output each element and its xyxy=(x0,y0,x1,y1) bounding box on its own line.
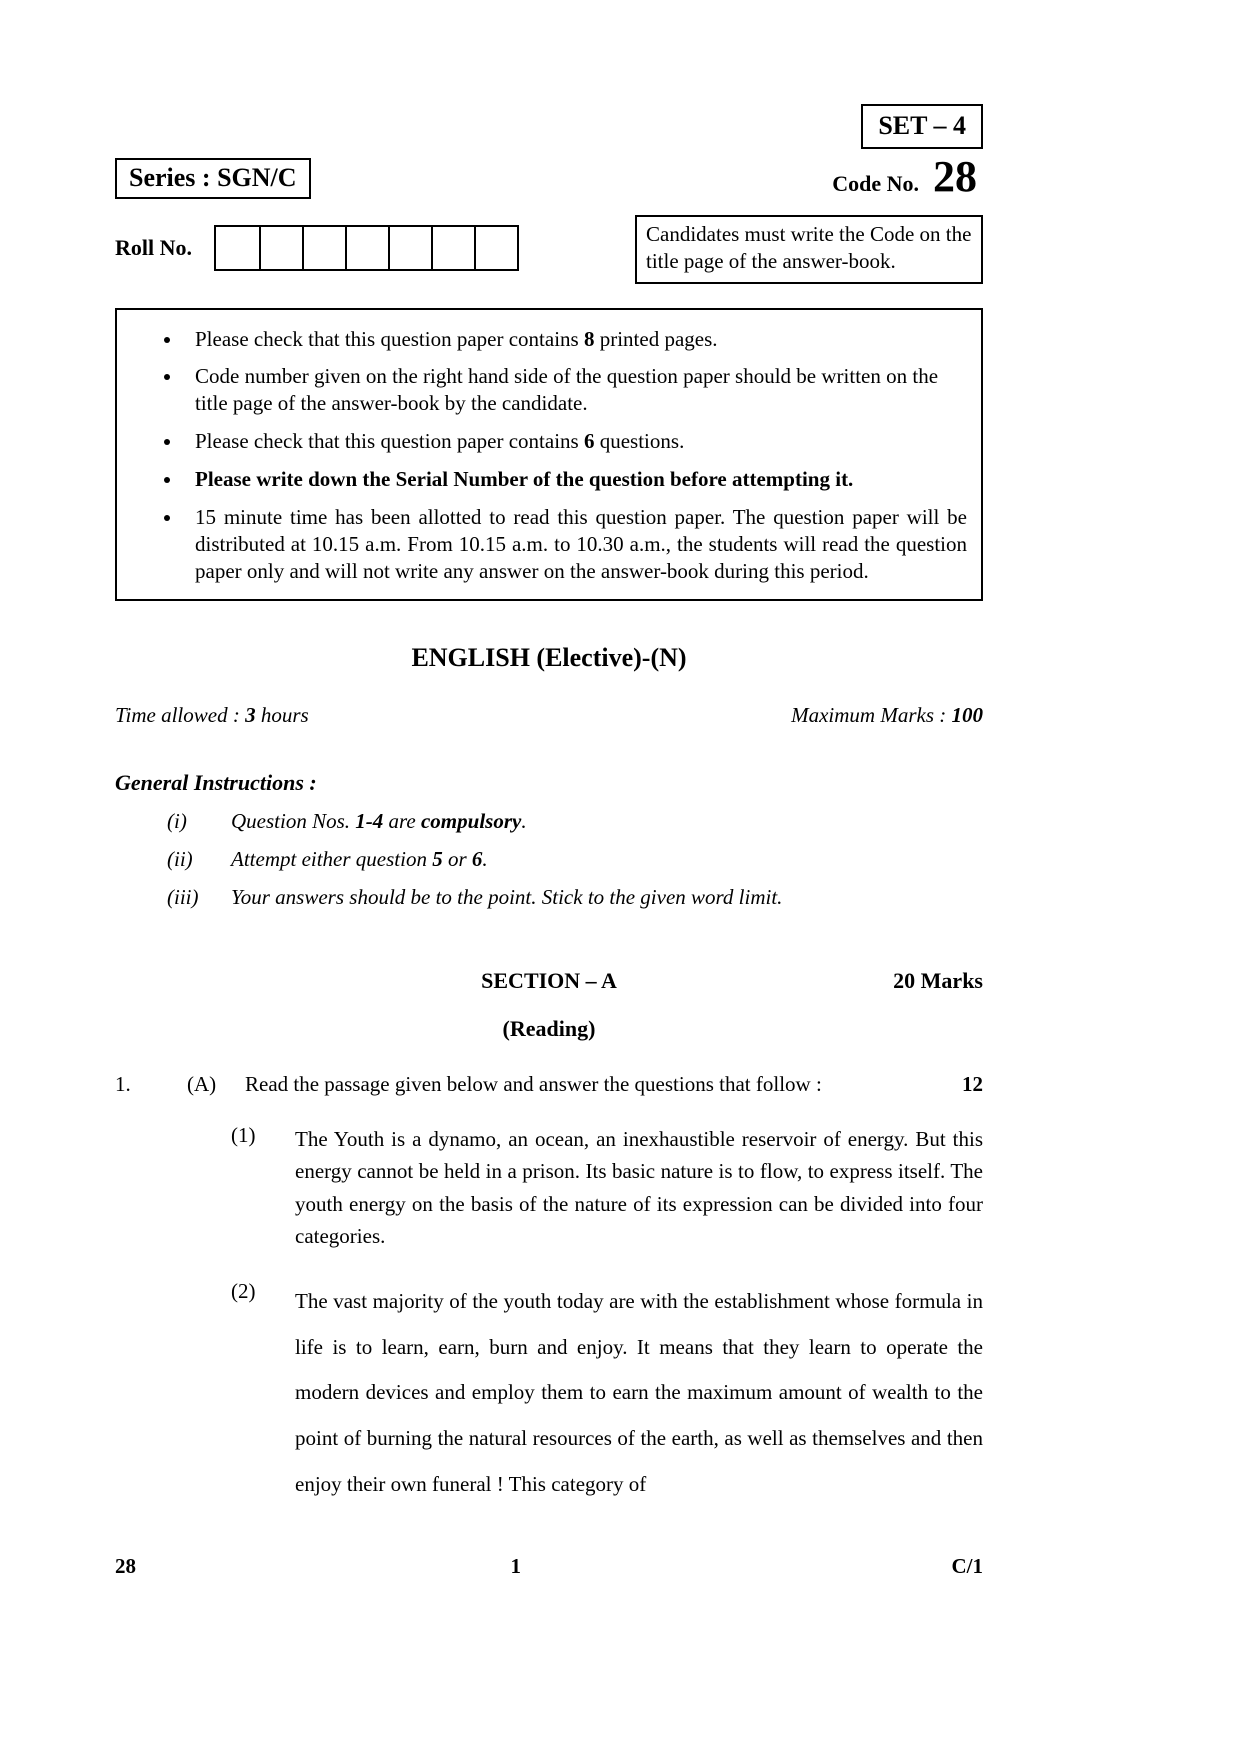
instruction-text: Your answers should be to the point. Stick to the given word limit. xyxy=(231,884,783,909)
instruction-number: (ii) xyxy=(167,846,193,871)
general-instructions xyxy=(115,770,983,910)
code-no-value: 28 xyxy=(933,152,977,201)
notice-item-questions-count xyxy=(183,428,967,455)
question-text: Read the passage given below and answer the questions that follow : xyxy=(245,1071,822,1096)
section-marks: 20 Marks xyxy=(893,967,983,993)
paper-title: ENGLISH (Elective)-(N) xyxy=(411,642,687,672)
paragraph-number: (1) xyxy=(231,1122,256,1147)
section-subheading: (Reading) xyxy=(502,1015,596,1041)
time-allowed xyxy=(115,703,309,728)
notice-text: Please check that this question paper contains xyxy=(195,326,584,351)
instruction-item-3 xyxy=(115,885,983,910)
instruction-item-2 xyxy=(115,847,983,872)
footer-paper-code: 28 xyxy=(115,1553,136,1578)
general-instructions-heading: General Instructions : xyxy=(115,769,317,795)
roll-no-block xyxy=(115,225,519,271)
notice-item-code-number: • Code number given on the right hand side of the question paper should be written on the title page of the answer-book by the candidate. xyxy=(183,363,967,417)
roll-no-cell xyxy=(388,227,431,269)
instruction-number: (iii) xyxy=(167,884,199,909)
time-allowed-unit: hours xyxy=(255,702,309,727)
question-1a xyxy=(115,1072,983,1097)
maximum-marks-value: 100 xyxy=(951,702,983,727)
roll-candidates-row xyxy=(115,222,983,284)
series-code-row xyxy=(115,152,983,201)
time-allowed-label: Time allowed : xyxy=(115,702,246,727)
roll-no-cell xyxy=(216,227,259,269)
roll-no-cell xyxy=(259,227,302,269)
set-row xyxy=(115,104,983,149)
question-marks: 12 xyxy=(962,1071,983,1096)
instruction-item-1 xyxy=(115,809,983,834)
question-part: (A) xyxy=(187,1071,217,1096)
set-number-box: SET – 4 xyxy=(861,104,983,149)
roll-no-cell xyxy=(431,227,474,269)
paragraph-text: The Youth is a dynamo, an ocean, an inexhaustible reservoir of energy. But this energy cannot be held in a prison. Its basic nature is to flow, to express itself. The youth energy on the basis of the nature of its expression can be divided into four categories. xyxy=(295,1126,983,1249)
instruction-segment: Question Nos. xyxy=(231,808,356,833)
passage-paragraph-1 xyxy=(115,1123,983,1253)
series-box: Series : SGN/C xyxy=(115,158,311,199)
paragraph-text: The vast majority of the youth today are with the establishment whose formula in life is to learn, earn, burn and enjoy. It means that they learn to operate the modern devices and employ them to earn the maximum amount of wealth to the point of burning the natural resources of the earth, as well as themselves and then enjoy their own funeral ! This category of xyxy=(295,1288,983,1496)
instruction-segment: . xyxy=(521,808,527,833)
section-a-heading-row xyxy=(115,968,983,994)
instruction-number: (i) xyxy=(167,808,187,833)
page-footer xyxy=(115,1554,983,1579)
roll-no-label: Roll No. xyxy=(115,235,192,260)
maximum-marks xyxy=(791,703,983,728)
notice-list xyxy=(125,326,967,585)
instruction-segment: . xyxy=(482,846,488,871)
roll-no-cell xyxy=(345,227,388,269)
code-no xyxy=(832,152,983,201)
section-heading: SECTION – A xyxy=(481,967,617,993)
time-allowed-value: 3 xyxy=(245,702,256,727)
question-number: 1. xyxy=(115,1071,131,1096)
notice-text: printed pages. xyxy=(594,326,718,351)
instruction-bold: 1-4 xyxy=(355,808,384,833)
instruction-segment: or xyxy=(442,846,472,871)
code-no-label: Code No. xyxy=(832,171,919,196)
candidates-note-box: Candidates must write the Code on the title page of the answer-book. xyxy=(635,215,983,284)
instruction-bold: 6 xyxy=(471,846,483,871)
notice-item-reading-time: • 15 minute time has been allotted to read this question paper. The question paper will be distributed at 10.15 a.m. From 10.15 a.m. to 10.30 a.m., the students will read the question paper only and will not write any answer on the answer-book during this period. xyxy=(183,504,967,585)
passage-paragraph-2 xyxy=(115,1279,983,1508)
instruction-bold: compulsory xyxy=(420,808,522,833)
maximum-marks-label: Maximum Marks : xyxy=(791,702,952,727)
notice-text: Please check that this question paper contains xyxy=(195,429,584,454)
footer-page-number: 1 xyxy=(510,1553,521,1578)
paragraph-number: (2) xyxy=(231,1278,256,1303)
footer-set-code: C/1 xyxy=(951,1553,983,1578)
instruction-segment: are xyxy=(383,808,421,833)
roll-no-cell xyxy=(474,227,517,269)
instruction-bold: 5 xyxy=(432,846,443,871)
notice-bold-value: 6 xyxy=(583,429,595,454)
instruction-text xyxy=(231,809,983,834)
notice-text: questions. xyxy=(594,429,685,454)
instruction-segment: Attempt either question xyxy=(231,846,433,871)
notice-bold-value: 8 xyxy=(583,326,595,351)
instruction-text xyxy=(231,847,983,872)
roll-no-grid xyxy=(214,225,519,271)
notice-item-printed-pages xyxy=(183,326,967,353)
notice-box xyxy=(115,308,983,601)
roll-no-cell xyxy=(302,227,345,269)
notice-item-serial-number: • Please write down the Serial Number of the question before attempting it. xyxy=(183,466,967,493)
meta-row xyxy=(115,703,983,728)
